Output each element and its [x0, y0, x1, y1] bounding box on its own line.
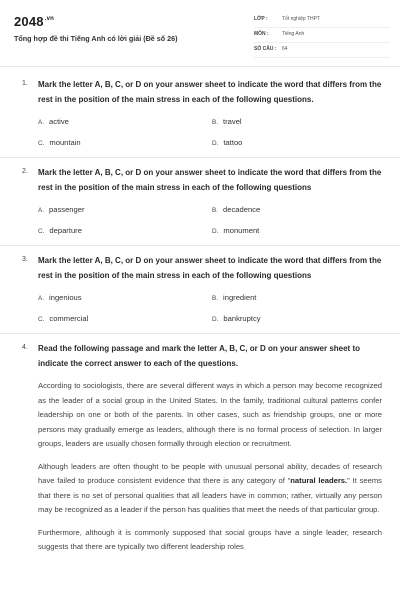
option-c[interactable] [38, 314, 212, 323]
option-a[interactable] [38, 293, 212, 302]
answer-options [38, 293, 382, 323]
passage-bold-term: natural leaders. [290, 476, 348, 485]
passage-text: Although leaders are often thought to be people with unusual personal ability, decades of research have failed to produce consistent evidence that there is any category of " [38, 461, 382, 485]
option-b[interactable] [212, 293, 386, 302]
meta-label: LỚP : [254, 16, 268, 22]
reading-passage [38, 379, 382, 555]
passage-paragraph-2 [38, 460, 382, 518]
option-text: bankruptcy [223, 314, 261, 323]
question-text: Mark the letter A, B, C, or D on your answer sheet to indicate the word that differs from the rest in the position of the main stress in each of the following questions [38, 256, 382, 280]
answer-options [38, 117, 382, 147]
passage-text: " It seems that there is no set of personal qualities that all leaders have in common; rather, virtually any person may be recognized as a leader if the person has qualities that meet the needs of that particular group. [38, 476, 382, 514]
document-title: Tổng hợp đề thi Tiếng Anh có lời giải (Đề số 26) [14, 34, 178, 43]
question-number: 2. [22, 168, 28, 175]
meta-value: Tiếng Anh [282, 31, 305, 37]
option-b[interactable] [212, 117, 386, 126]
option-text: departure [49, 226, 82, 235]
meta-label: SỐ CÂU : [254, 46, 277, 52]
question-text: Read the following passage and mark the letter A, B, C, or D on your answer sheet to indicate the correct answer to each of the questions. [38, 344, 360, 368]
option-b[interactable] [212, 205, 386, 214]
option-letter: A. [38, 207, 45, 214]
question-3 [0, 246, 400, 333]
option-a[interactable] [38, 205, 212, 214]
option-text: passenger [49, 205, 85, 214]
meta-value: 64 [282, 46, 288, 52]
option-letter: B. [212, 119, 219, 126]
question-number: 4. [22, 344, 28, 351]
logo-text: 2048 [14, 14, 44, 29]
meta-row-count [254, 46, 390, 58]
exam-meta [254, 16, 390, 61]
option-letter: D. [212, 140, 219, 147]
option-letter: C. [38, 228, 45, 235]
passage-paragraph-1: According to sociologists, there are several different ways in which a person may become recognized as the leader of a social group in the United States. In the family, traditional cultural patterns confer leadership on one or both of the parents. In other cases, such as friendship groups, one or more persons may gradually emerge as leaders, although there is no formal process of selection. In larger groups, leaders are usually chosen formally through election or recruitment. [38, 381, 382, 448]
option-text: active [49, 117, 69, 126]
option-text: travel [223, 117, 242, 126]
question-number: 1. [22, 80, 28, 87]
meta-value: Tốt nghiệp THPT [282, 16, 320, 22]
option-letter: A. [38, 295, 45, 302]
answer-options [38, 205, 382, 235]
option-text: ingenious [49, 293, 82, 302]
option-text: monument [223, 226, 260, 235]
option-text: ingredient [223, 293, 257, 302]
option-letter: B. [212, 295, 219, 302]
option-text: decadence [223, 205, 261, 214]
question-2 [0, 158, 400, 245]
option-c[interactable] [38, 226, 212, 235]
meta-row-class [254, 16, 390, 28]
option-text: mountain [49, 138, 81, 147]
meta-label: MÔN : [254, 31, 269, 37]
option-letter: D. [212, 316, 219, 323]
option-a[interactable] [38, 117, 212, 126]
question-text: Mark the letter A, B, C, or D on your answer sheet to indicate the word that differs from the rest in the position of the main stress in each of the following questions [38, 168, 382, 192]
page-header [0, 0, 400, 67]
option-letter: B. [212, 207, 219, 214]
option-text: tattoo [223, 138, 243, 147]
question-text: Mark the letter A, B, C, or D on your answer sheet to indicate the word that differs from the rest in the position of the main stress in each of the following questions. [38, 80, 382, 104]
site-logo[interactable] [14, 14, 54, 29]
option-d[interactable] [212, 226, 386, 235]
questions-list [0, 70, 400, 555]
question-1 [0, 70, 400, 157]
option-letter: A. [38, 119, 45, 126]
option-d[interactable] [212, 138, 386, 147]
option-letter: C. [38, 140, 45, 147]
option-letter: C. [38, 316, 45, 323]
option-letter: D. [212, 228, 219, 235]
logo-suffix: .vn [44, 16, 55, 22]
question-4 [0, 334, 400, 555]
meta-row-subject [254, 31, 390, 43]
option-d[interactable] [212, 314, 386, 323]
passage-paragraph-3: Furthermore, although it is commonly supposed that social groups have a single leader, research suggests that there are typically two different leadership roles [38, 527, 382, 551]
question-number: 3. [22, 256, 28, 263]
option-c[interactable] [38, 138, 212, 147]
option-text: commercial [49, 314, 89, 323]
